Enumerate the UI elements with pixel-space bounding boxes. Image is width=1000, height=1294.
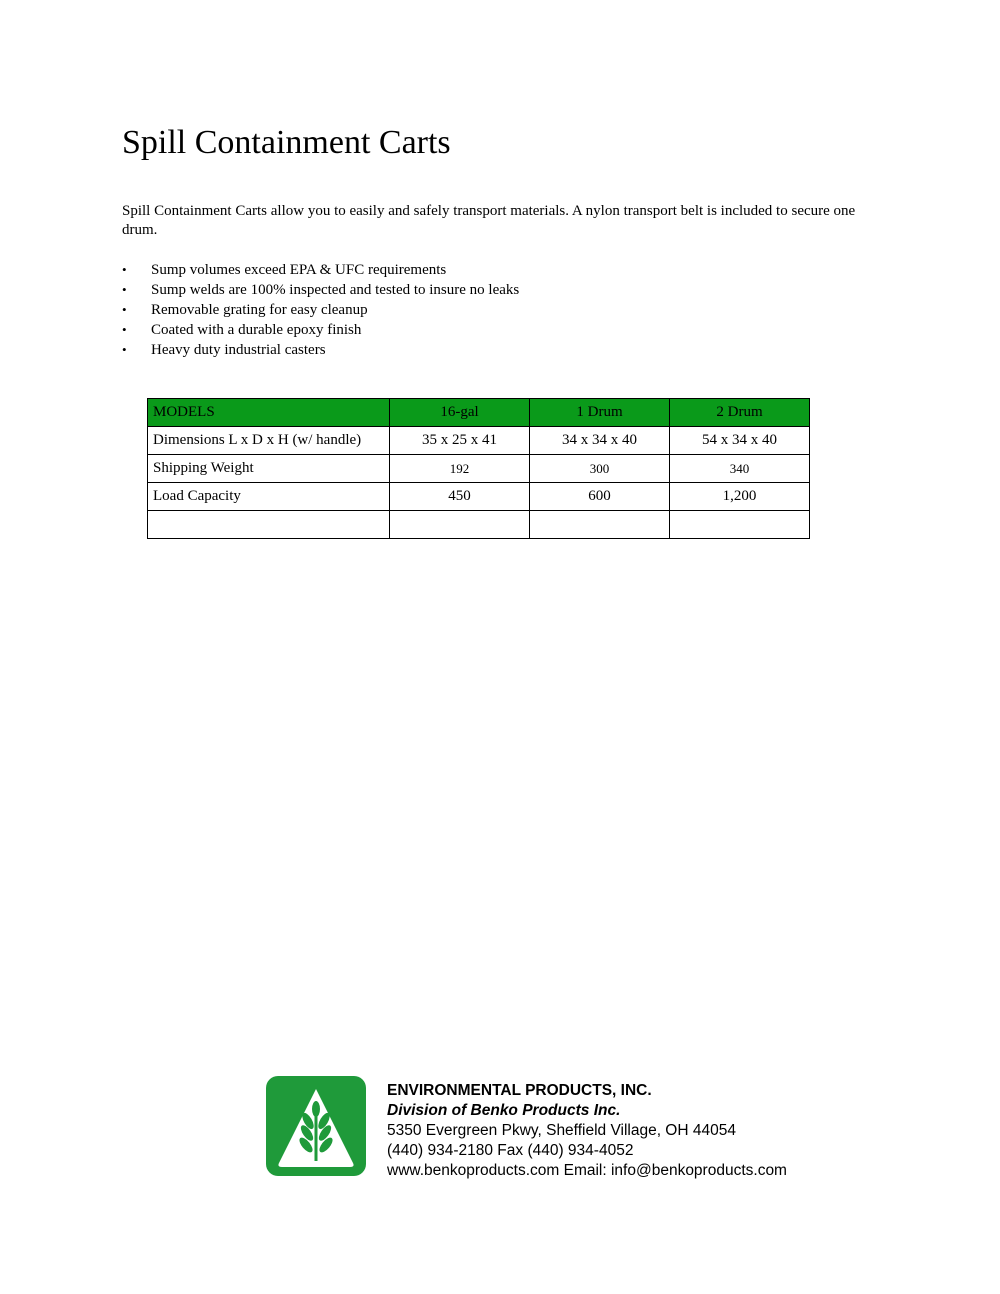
bullet-icon: •	[122, 342, 127, 357]
table-cell: 35 x 25 x 41	[390, 427, 530, 455]
header-cell: 16-gal	[390, 399, 530, 427]
company-web-email: www.benkoproducts.com Email: info@benkoproducts.com	[387, 1162, 787, 1179]
table-cell: 34 x 34 x 40	[530, 427, 670, 455]
feature-text: Sump welds are 100% inspected and tested to insure no leaks	[151, 282, 520, 298]
intro-paragraph: Spill Containment Carts allow you to easily and safely transport materials. A nylon transport belt is included to secure one drum.	[122, 203, 856, 238]
bullet-icon: •	[122, 322, 127, 337]
table-cell: 54 x 34 x 40	[670, 427, 810, 455]
page-title: Spill Containment Carts	[122, 124, 451, 161]
wheat-leaf-logo-icon	[265, 1075, 367, 1177]
table-row	[148, 483, 810, 511]
list-item	[122, 280, 519, 300]
table-cell: 450	[390, 483, 530, 511]
list-item	[122, 340, 519, 360]
table-row	[148, 511, 810, 539]
company-name: ENVIRONMENTAL PRODUCTS, INC.	[387, 1082, 652, 1099]
list-item	[122, 320, 519, 340]
feature-text: Sump volumes exceed EPA & UFC requirements	[151, 262, 447, 278]
table-row	[148, 427, 810, 455]
bullet-icon: •	[122, 282, 127, 297]
header-cell: MODELS	[148, 399, 390, 427]
company-info	[387, 1081, 787, 1181]
header-cell: 1 Drum	[530, 399, 670, 427]
header-cell: 2 Drum	[670, 399, 810, 427]
bullet-icon: •	[122, 302, 127, 317]
feature-text: Removable grating for easy cleanup	[151, 302, 368, 318]
table-cell: Shipping Weight	[148, 455, 390, 483]
feature-list	[122, 260, 519, 360]
table-cell: 340	[670, 455, 810, 483]
table-cell	[530, 511, 670, 539]
table-cell: Load Capacity	[148, 483, 390, 511]
table-cell: 600	[530, 483, 670, 511]
table-cell: Dimensions L x D x H (w/ handle)	[148, 427, 390, 455]
table-cell: 1,200	[670, 483, 810, 511]
table-cell: 300	[530, 455, 670, 483]
list-item	[122, 260, 519, 280]
feature-text: Coated with a durable epoxy finish	[151, 322, 362, 338]
company-division: Division of Benko Products Inc.	[387, 1102, 621, 1119]
table-header-row	[148, 399, 810, 427]
table-cell	[148, 511, 390, 539]
table-cell	[670, 511, 810, 539]
specs-table	[147, 398, 810, 539]
table-cell: 192	[390, 455, 530, 483]
table-cell	[390, 511, 530, 539]
feature-text: Heavy duty industrial casters	[151, 342, 326, 358]
table-row	[148, 455, 810, 483]
bullet-icon: •	[122, 262, 127, 277]
company-phone-fax: (440) 934-2180 Fax (440) 934-4052	[387, 1142, 634, 1159]
company-address: 5350 Evergreen Pkwy, Sheffield Village, OH 44054	[387, 1122, 736, 1139]
list-item	[122, 300, 519, 320]
